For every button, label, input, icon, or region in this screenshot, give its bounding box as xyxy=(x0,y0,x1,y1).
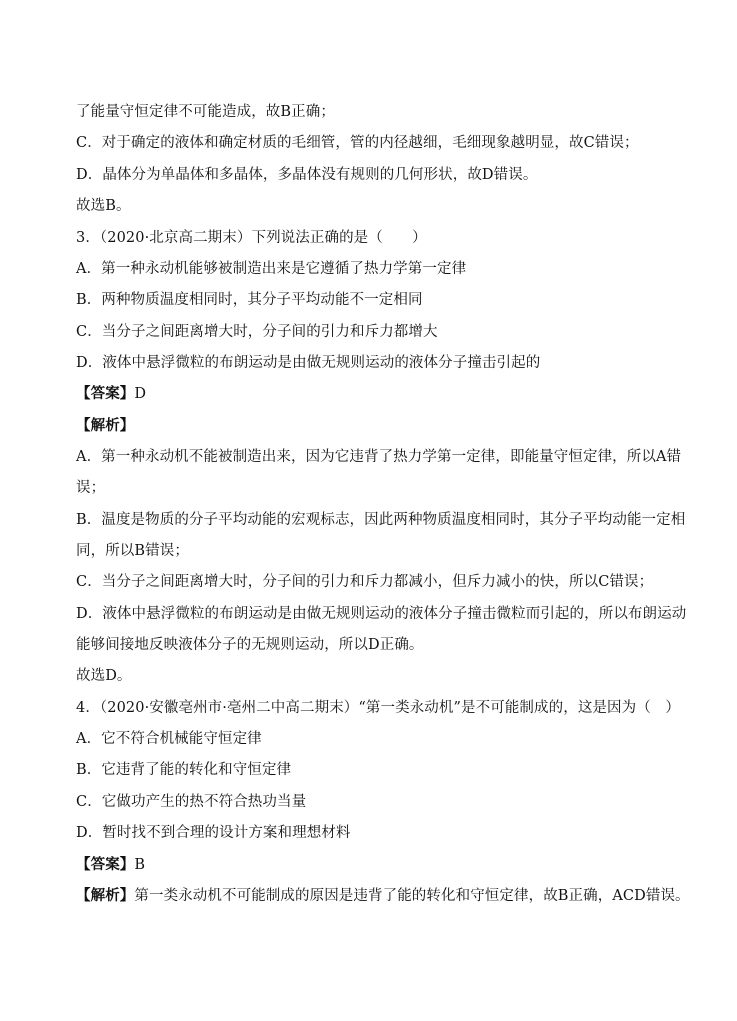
text-line: A．第一种永动机不能被制造出来，因为它违背了热力学第一定律，即能量守恒定律，所以A错 xyxy=(76,449,682,465)
text-line: 故选D。 xyxy=(76,668,132,684)
text-line: C．对于确定的液体和确定材质的毛细管，管的内径越细，毛细现象越明显，故C错误； xyxy=(76,135,639,151)
q3-option-c: C．当分子之间距离增大时，分子间的引力和斥力都增大 xyxy=(76,324,438,340)
q3-option-a: A．第一种永动机能够被制造出来是它遵循了热力学第一定律 xyxy=(76,261,467,277)
text-line: 故选B。 xyxy=(76,198,131,214)
text-line: 能够间接地反映液体分子的无规则运动，所以D正确。 xyxy=(76,637,424,653)
q3-option-d: D．液体中悬浮微粒的布朗运动是由做无规则运动的液体分子撞击引起的 xyxy=(76,355,541,371)
q4-option-d: D．暂时找不到合理的设计方案和理想材料 xyxy=(76,825,351,841)
answer-label: 【答案】 xyxy=(76,856,135,873)
text-line: D．晶体分为单晶体和多晶体，多晶体没有规则的几何形状，故D错误。 xyxy=(76,167,538,183)
q4-option-a: A．它不符合机械能守恒定律 xyxy=(76,731,262,747)
text-line: D．液体中悬浮微粒的布朗运动是由做无规则运动的液体分子撞击微粒而引起的，所以布朗运动 xyxy=(76,606,687,622)
q4-option-b: B．它违背了能的转化和守恒定律 xyxy=(76,762,292,778)
q4-analysis-line xyxy=(76,886,716,906)
analysis-text: 第一类永动机不可能制成的原因是违背了能的转化和守恒定律，故B正确，ACD错误。 xyxy=(134,888,690,904)
text-line: 了能量守恒定律不可能造成，故B正确； xyxy=(76,104,335,120)
answer-label: 【答案】 xyxy=(76,385,135,402)
q4-answer-line xyxy=(76,855,716,875)
answer-value: D xyxy=(134,386,147,402)
answer-value: B xyxy=(134,857,146,873)
text-line: B．温度是物质的分子平均动能的宏观标志，因此两种物质温度相同时，其分子平均动能一定相 xyxy=(76,512,686,528)
text-line: C．当分子之间距离增大时，分子间的引力和斥力都减小，但斥力减小的快，所以C错误； xyxy=(76,574,654,590)
analysis-label: 【解析】 xyxy=(76,417,135,434)
question-4-stem: 4．（2020·安徽亳州市·亳州二中高二期末）“第一类永动机”是不可能制成的，这是因为（ ） xyxy=(76,700,681,716)
text-line: 误； xyxy=(76,480,106,496)
q3-option-b: B．两种物质温度相同时，其分子平均动能不一定相同 xyxy=(76,292,423,308)
text-line: 同，所以B错误； xyxy=(76,543,189,559)
analysis-label: 【解析】 xyxy=(76,887,135,904)
q4-option-c: C．它做功产生的热不符合热功当量 xyxy=(76,794,307,810)
question-3-stem: 3．（2020·北京高二期末）下列说法正确的是（ ） xyxy=(76,230,427,246)
q3-answer-line xyxy=(76,384,716,404)
